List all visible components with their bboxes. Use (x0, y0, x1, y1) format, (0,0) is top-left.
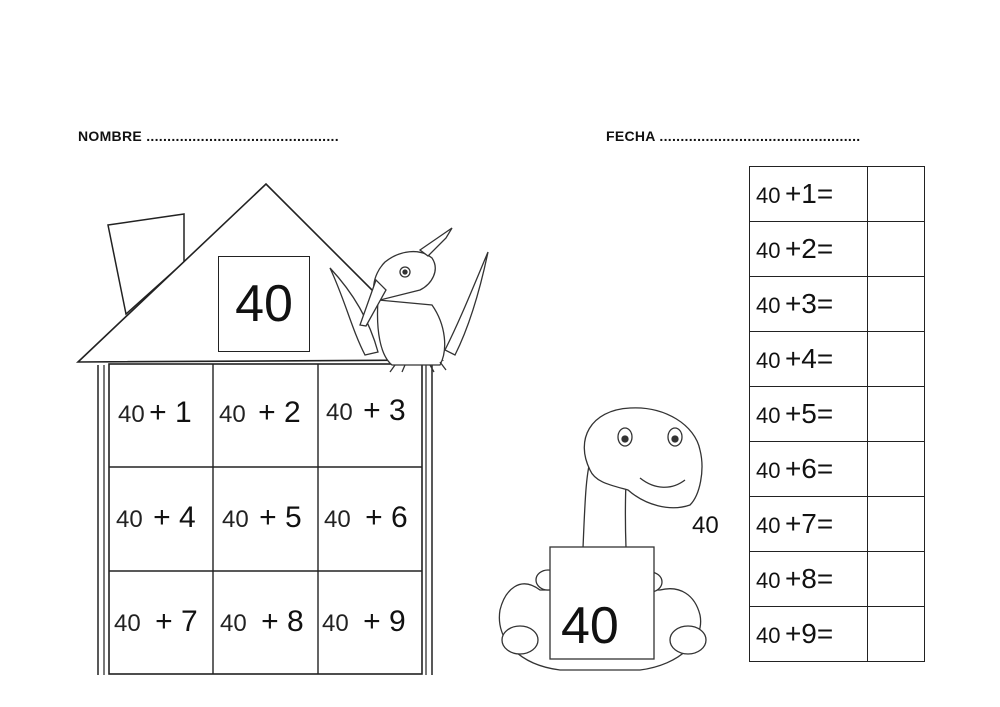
answer-box[interactable] (867, 222, 924, 277)
name-field-label: NOMBRE .............................................. (78, 128, 339, 144)
cell-base: 40 (118, 401, 145, 428)
cell-operation: + 4 (153, 501, 196, 534)
cell-operation: + 3 (363, 394, 406, 427)
answer-box[interactable] (867, 552, 924, 607)
row-operation: +9= (784, 618, 834, 649)
table-row (750, 387, 925, 442)
row-base: 40 (756, 183, 781, 208)
cell-operation: + 8 (261, 605, 304, 638)
expression-cell (750, 442, 868, 497)
cell-base: 40 (324, 506, 351, 533)
expression-cell (750, 607, 868, 662)
expression-cell (750, 552, 868, 607)
row-base: 40 (756, 238, 781, 263)
house-cell-7 (114, 605, 198, 639)
row-operation: +3= (784, 288, 834, 319)
expression-cell (750, 222, 868, 277)
expression-cell (750, 497, 868, 552)
answer-box[interactable] (867, 277, 924, 332)
row-base: 40 (756, 623, 781, 648)
row-operation: +6= (784, 453, 834, 484)
row-operation: +2= (784, 233, 834, 264)
row-base: 40 (756, 458, 781, 483)
table-row (750, 332, 925, 387)
cell-operation: + 7 (155, 605, 198, 638)
house-cell-4 (116, 501, 196, 535)
row-operation: +1= (784, 178, 834, 209)
row-operation: +7= (784, 508, 834, 539)
expression-cell (750, 332, 868, 387)
expression-cell (750, 277, 868, 332)
house-cell-8 (220, 605, 304, 639)
row-base: 40 (756, 348, 781, 373)
floating-number: 40 (692, 512, 719, 539)
table-row (750, 277, 925, 332)
dinosaur-sign-number: 40 (561, 597, 619, 655)
table-row (750, 552, 925, 607)
answer-box[interactable] (867, 497, 924, 552)
answer-box[interactable] (867, 607, 924, 662)
cell-base: 40 (116, 506, 143, 533)
cell-operation: + 1 (149, 396, 192, 429)
answer-box[interactable] (867, 167, 924, 222)
cell-base: 40 (219, 401, 246, 428)
roof-number-box: 40 (218, 256, 310, 352)
cell-operation: + 9 (363, 605, 406, 638)
answer-box[interactable] (867, 442, 924, 497)
row-base: 40 (756, 403, 781, 428)
date-field-label: FECHA ................................................ (606, 128, 861, 144)
row-operation: +5= (784, 398, 834, 429)
house-cell-9 (322, 605, 406, 639)
table-row (750, 497, 925, 552)
cell-base: 40 (220, 610, 247, 637)
cell-base: 40 (114, 610, 141, 637)
row-operation: +4= (784, 343, 834, 374)
row-base: 40 (756, 513, 781, 538)
house-cell-2 (219, 396, 301, 430)
answer-box[interactable] (867, 387, 924, 442)
cell-operation: + 2 (258, 396, 301, 429)
cell-operation: + 5 (259, 501, 302, 534)
house-cell-6 (324, 501, 408, 535)
row-base: 40 (756, 568, 781, 593)
answer-box[interactable] (867, 332, 924, 387)
house-cell-5 (222, 501, 302, 535)
house-cell-1 (118, 396, 192, 430)
row-base: 40 (756, 293, 781, 318)
row-operation: +8= (784, 563, 834, 594)
table-row (750, 442, 925, 497)
cell-operation: + 6 (365, 501, 408, 534)
table-row (750, 222, 925, 277)
expression-cell (750, 167, 868, 222)
table-row (750, 607, 925, 662)
cell-base: 40 (322, 610, 349, 637)
cell-base: 40 (326, 399, 353, 426)
addition-table (749, 166, 925, 662)
table-row (750, 167, 925, 222)
cell-base: 40 (222, 506, 249, 533)
house-cell-3 (326, 394, 406, 428)
expression-cell (750, 387, 868, 442)
